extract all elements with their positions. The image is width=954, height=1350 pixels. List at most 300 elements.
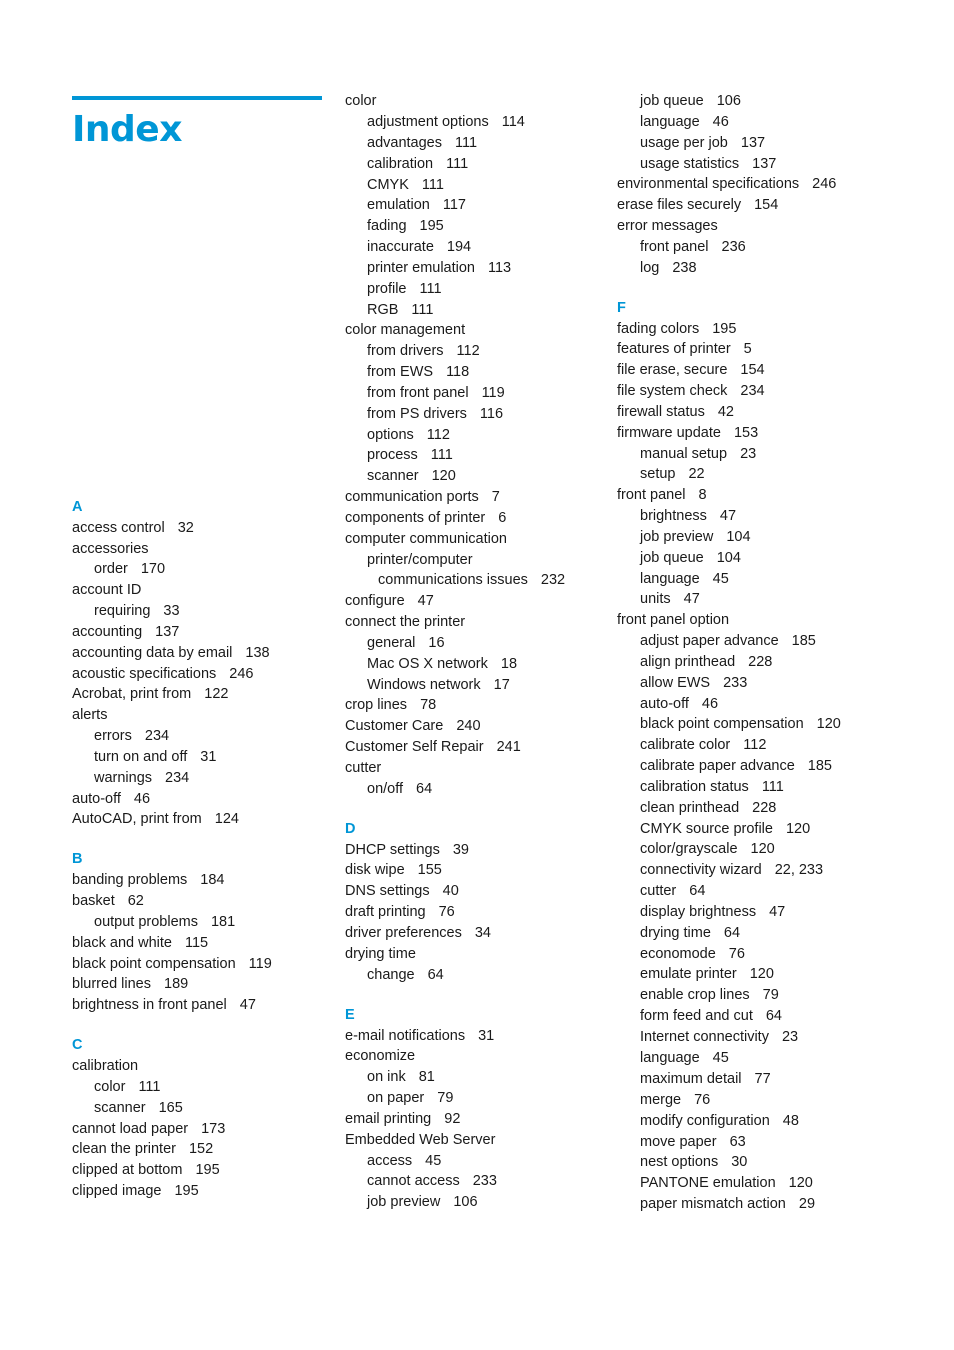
index-page-ref[interactable]: 234 [740, 383, 765, 399]
index-page-ref[interactable]: 104 [716, 550, 741, 566]
index-term: on paper [367, 1090, 425, 1106]
index-subentry [367, 779, 432, 799]
index-entry [345, 487, 500, 507]
index-entry [345, 612, 465, 632]
index-term: from PS drivers [367, 406, 467, 422]
index-page-ref[interactable]: 113 [488, 260, 512, 276]
index-term: adjust paper advance [640, 633, 779, 649]
index-page-ref[interactable]: 47 [719, 508, 737, 524]
index-term: black and white [72, 935, 172, 951]
index-page-ref[interactable]: 137 [752, 156, 777, 172]
index-page-ref[interactable]: 118 [446, 364, 470, 380]
index-letter-e: E [345, 1007, 355, 1023]
index-entry [72, 643, 270, 663]
index-term: components of printer [345, 510, 486, 526]
index-subentry [640, 1173, 813, 1193]
index-entry [345, 881, 459, 901]
index-subentry [640, 673, 747, 693]
index-entry [72, 1139, 213, 1159]
index-entry [72, 580, 141, 600]
index-term: communications issues [378, 572, 528, 588]
index-term: advantages [367, 135, 442, 151]
index-term: usage per job [640, 135, 728, 151]
index-page-ref[interactable]: 228 [748, 654, 773, 670]
index-page-ref[interactable]: 195 [174, 1183, 199, 1199]
index-page-ref[interactable]: 46 [701, 696, 719, 712]
index-page-ref[interactable]: 40 [442, 883, 459, 899]
index-page-ref[interactable]: 153 [733, 425, 759, 441]
index-letter-c: C [72, 1037, 83, 1053]
index-subentry [367, 133, 477, 153]
index-subentry [367, 404, 503, 424]
index-entry [72, 705, 107, 725]
index-page-ref[interactable]: 120 [788, 1175, 813, 1191]
index-term: printer/computer [367, 552, 473, 568]
index-page-ref[interactable]: 122 [204, 686, 229, 702]
index-subentry [367, 633, 445, 653]
index-page-ref[interactable]: 137 [740, 135, 766, 151]
index-page-ref[interactable]: 112 [456, 343, 480, 359]
index-term: black point compensation [72, 956, 236, 972]
index-term: cannot load paper [72, 1121, 189, 1137]
index-subentry [94, 1077, 160, 1097]
index-page-ref[interactable]: 48 [782, 1113, 799, 1129]
index-page-ref[interactable]: 111 [446, 156, 469, 172]
index-entry [72, 789, 150, 809]
index-subentry [640, 154, 776, 174]
index-page-ref[interactable]: 170 [140, 561, 166, 577]
index-term: calibration [367, 156, 434, 172]
index-page-ref[interactable]: 114 [501, 114, 525, 130]
index-page-ref[interactable]: 81 [418, 1069, 435, 1085]
index-subentry [367, 383, 505, 403]
index-entry [72, 933, 208, 953]
index-term: accounting data by email [72, 645, 233, 661]
index-page-ref[interactable]: 32 [177, 520, 194, 536]
index-page-ref[interactable]: 137 [155, 624, 180, 640]
index-page-ref[interactable]: 64 [723, 925, 741, 941]
index-page-ref[interactable]: 185 [791, 633, 816, 649]
index-entry [345, 1026, 494, 1046]
index-page-ref[interactable]: 6 [498, 510, 507, 526]
index-page-ref[interactable]: 92 [444, 1111, 461, 1127]
index-page-ref[interactable]: 119 [481, 385, 505, 401]
index-page-ref[interactable]: 47 [239, 997, 256, 1013]
index-entry [72, 1160, 220, 1180]
index-term: warnings [94, 770, 153, 786]
index-term: fading [367, 218, 407, 234]
index-entry [617, 402, 734, 422]
index-subentry [640, 756, 832, 776]
index-term: account ID [72, 582, 142, 598]
index-term: manual setup [640, 446, 728, 462]
index-term: log [640, 260, 660, 276]
index-term: form feed and cut [640, 1008, 753, 1024]
index-entry [72, 1181, 199, 1201]
index-page-ref[interactable]: 63 [729, 1134, 746, 1150]
index-entry [72, 809, 239, 829]
index-entry [617, 381, 765, 401]
index-term: from drivers [367, 343, 444, 359]
index-subentry [367, 175, 444, 195]
index-entry [617, 195, 778, 215]
index-term: cannot access [367, 1173, 460, 1189]
index-subentry [640, 258, 697, 278]
index-term: blurred lines [72, 976, 151, 992]
index-page-ref[interactable]: 22 [688, 466, 705, 482]
index-page-ref[interactable]: 120 [749, 966, 774, 982]
index-page-ref[interactable]: 45 [712, 1050, 729, 1066]
index-page-ref[interactable]: 120 [816, 716, 841, 732]
index-page-ref[interactable]: 111 [419, 281, 442, 297]
index-page-ref[interactable]: 46 [133, 791, 151, 807]
index-page-ref[interactable]: 124 [214, 811, 239, 827]
index-subentry [640, 1152, 747, 1172]
index-subentry [640, 923, 740, 943]
index-subentry [367, 1151, 441, 1171]
index-subentry [640, 839, 775, 859]
index-page-ref[interactable]: 111 [421, 177, 444, 193]
index-entry [72, 518, 194, 538]
index-term: brightness in front panel [72, 997, 227, 1013]
index-page-ref[interactable]: 64 [689, 883, 706, 899]
index-page-ref[interactable]: 120 [431, 468, 456, 484]
index-subentry [640, 133, 765, 153]
index-page-ref[interactable]: 45 [712, 571, 729, 587]
index-page-ref[interactable]: 77 [754, 1071, 771, 1087]
index-page-ref[interactable]: 173 [201, 1121, 226, 1137]
index-term: usage statistics [640, 156, 740, 172]
index-term: Embedded Web Server [345, 1132, 496, 1148]
index-page-ref[interactable]: 79 [437, 1090, 454, 1106]
index-subentry [367, 195, 466, 215]
index-entry [345, 923, 491, 943]
index-page-ref[interactable]: 241 [496, 739, 521, 755]
index-page-ref[interactable]: 31 [200, 749, 217, 765]
index-term: CMYK source profile [640, 821, 773, 837]
index-subentry [94, 1098, 183, 1118]
index-page-ref[interactable]: 155 [417, 862, 442, 878]
index-page-ref[interactable]: 64 [765, 1008, 782, 1024]
index-term: clean the printer [72, 1141, 176, 1157]
index-term: cutter [345, 760, 382, 776]
index-entry [617, 360, 765, 380]
index-entry [345, 91, 376, 111]
index-subentry [640, 1069, 771, 1089]
index-page-ref[interactable]: 246 [229, 666, 254, 682]
index-page-ref[interactable]: 234 [144, 728, 170, 744]
index-page-ref[interactable]: 112 [743, 737, 767, 753]
index-term: modify configuration [640, 1113, 770, 1129]
index-page-ref[interactable]: 184 [200, 872, 225, 888]
index-page-ref[interactable]: 111 [761, 779, 784, 795]
index-page-ref[interactable]: 117 [442, 197, 466, 213]
index-subentry [640, 1132, 746, 1152]
index-term: connect the printer [345, 614, 466, 630]
index-page-ref[interactable]: 18 [500, 656, 518, 672]
index-page-ref[interactable]: 62 [127, 893, 144, 909]
index-subentry [94, 601, 180, 621]
index-page-ref[interactable]: 23 [781, 1029, 799, 1045]
index-subentry [367, 362, 469, 382]
index-term: from EWS [367, 364, 434, 380]
index-page-ref[interactable]: 228 [752, 800, 777, 816]
index-term: accessories [72, 541, 149, 557]
index-page-ref[interactable]: 120 [785, 821, 811, 837]
index-term: configure [345, 593, 405, 609]
index-term: erase files securely [617, 197, 742, 213]
index-page-ref[interactable]: 119 [248, 956, 272, 972]
index-term: general [367, 635, 416, 651]
index-page-ref[interactable]: 152 [188, 1141, 214, 1157]
index-page-ref[interactable]: 181 [210, 914, 236, 930]
index-term: color/grayscale [640, 841, 738, 857]
index-page-ref[interactable]: 111 [430, 447, 453, 463]
index-entry [345, 1046, 415, 1066]
index-page-ref[interactable]: 30 [731, 1154, 748, 1170]
index-term: language [640, 114, 700, 130]
index-entry [617, 339, 752, 359]
index-subentry [640, 777, 784, 797]
index-page-ref[interactable]: 31 [478, 1028, 495, 1044]
index-page-ref[interactable]: 76 [438, 904, 455, 920]
index-page-ref[interactable]: 120 [750, 841, 775, 857]
index-subentry [640, 985, 779, 1005]
index-page-ref[interactable]: 47 [769, 904, 786, 920]
index-page-ref[interactable]: 29 [798, 1196, 816, 1212]
index-subentry [94, 747, 216, 767]
index-subentry [640, 860, 823, 880]
index-subentry [640, 881, 705, 901]
index-page-ref[interactable]: 111 [411, 302, 434, 318]
index-page-ref[interactable]: 47 [683, 591, 700, 607]
index-subentry [367, 154, 468, 174]
index-term: job queue [640, 93, 704, 109]
index-subentry [367, 654, 517, 674]
index-entry [72, 684, 228, 704]
index-entry [345, 508, 506, 528]
index-term: alerts [72, 707, 108, 723]
index-subentry [640, 569, 729, 589]
index-term: disk wipe [345, 862, 405, 878]
index-letter-f: F [617, 300, 626, 316]
index-page-ref[interactable]: 185 [807, 758, 832, 774]
index-page-ref[interactable]: 240 [456, 718, 481, 734]
index-subentry [640, 1006, 782, 1026]
index-term: output problems [94, 914, 198, 930]
index-page-ref[interactable]: 106 [716, 93, 741, 109]
index-page-ref[interactable]: 23 [740, 446, 757, 462]
index-page-ref[interactable]: 189 [164, 976, 189, 992]
index-page-ref[interactable]: 195 [195, 1162, 220, 1178]
title-rule [72, 96, 322, 100]
index-page-ref[interactable]: 5 [743, 341, 752, 357]
index-page-ref[interactable]: 233 [472, 1173, 497, 1189]
index-subsubentry [378, 570, 565, 590]
index-term: connectivity wizard [640, 862, 762, 878]
index-letter-d: D [345, 821, 356, 837]
index-page-ref[interactable]: 45 [425, 1153, 442, 1169]
index-term: environmental specifications [617, 176, 800, 192]
index-page-ref[interactable]: 115 [184, 935, 209, 951]
index-term: language [640, 1050, 700, 1066]
index-term: scanner [94, 1100, 146, 1116]
index-term: economode [640, 946, 716, 962]
index-subentry [640, 548, 741, 568]
index-page-ref[interactable]: 236 [721, 239, 746, 255]
index-page-ref[interactable]: 233 [723, 675, 748, 691]
index-term: emulation [367, 197, 430, 213]
index-page-ref[interactable]: 39 [452, 842, 469, 858]
index-page-ref[interactable]: 234 [165, 770, 190, 786]
index-subentry [367, 965, 444, 985]
index-entry [72, 891, 144, 911]
index-page-ref[interactable]: 16 [428, 635, 445, 651]
index-term: drying time [345, 946, 416, 962]
index-page-ref[interactable]: 76 [728, 946, 745, 962]
index-term: change [367, 967, 415, 983]
index-term: Customer Self Repair [345, 739, 484, 755]
index-term: Acrobat, print from [72, 686, 192, 702]
index-term: requiring [94, 603, 151, 619]
index-term: color management [345, 322, 466, 338]
index-subentry [367, 279, 442, 299]
index-page-ref[interactable]: 111 [138, 1079, 161, 1095]
index-term: black point compensation [640, 716, 804, 732]
index-term: units [640, 591, 671, 607]
index-term: acoustic specifications [72, 666, 217, 682]
index-page-ref[interactable]: 7 [491, 489, 500, 505]
index-page-ref[interactable]: 47 [417, 593, 434, 609]
index-term: access control [72, 520, 165, 536]
index-page-ref[interactable]: 195 [419, 218, 444, 234]
index-term: features of printer [617, 341, 731, 357]
index-term: inaccurate [367, 239, 434, 255]
index-term: computer communication [345, 531, 507, 547]
index-subentry [367, 341, 480, 361]
index-page-ref[interactable]: 104 [726, 529, 751, 545]
index-subentry [640, 1027, 798, 1047]
index-term: from front panel [367, 385, 469, 401]
index-page-ref[interactable]: 165 [158, 1100, 183, 1116]
index-page-ref[interactable]: 46 [712, 114, 729, 130]
index-subentry [367, 1067, 435, 1087]
index-term: merge [640, 1092, 682, 1108]
index-page-ref[interactable]: 112 [426, 427, 450, 443]
index-page-ref[interactable]: 64 [427, 967, 444, 983]
index-entry [345, 758, 381, 778]
index-subentry [640, 237, 746, 257]
index-page-ref[interactable]: 116 [479, 406, 504, 422]
index-entry [345, 591, 434, 611]
index-page-ref[interactable]: 34 [474, 925, 491, 941]
index-page-ref[interactable]: 154 [740, 362, 765, 378]
index-term: economize [345, 1048, 416, 1064]
index-term: job preview [367, 1194, 441, 1210]
index-term: emulate printer [640, 966, 737, 982]
index-page-ref[interactable]: 246 [812, 176, 837, 192]
index-term: process [367, 447, 418, 463]
index-entry [72, 954, 272, 974]
index-term: fading colors [617, 321, 700, 337]
index-entry [72, 622, 179, 642]
index-page-ref[interactable]: 64 [416, 781, 433, 797]
index-term: calibration status [640, 779, 749, 795]
index-term: AutoCAD, print from [72, 811, 202, 827]
index-term: brightness [640, 508, 707, 524]
index-page-ref[interactable]: 232 [540, 572, 566, 588]
index-page-ref[interactable]: 22, 233 [774, 862, 824, 878]
index-term: Internet connectivity [640, 1029, 769, 1045]
index-page-ref[interactable]: 238 [672, 260, 697, 276]
index-page-ref[interactable]: 111 [454, 135, 478, 151]
index-subentry [367, 445, 453, 465]
index-term: printer emulation [367, 260, 475, 276]
index-term: setup [640, 466, 676, 482]
index-term: front panel [640, 239, 709, 255]
index-page-ref[interactable]: 8 [698, 487, 707, 503]
index-entry [72, 1119, 225, 1139]
index-subentry [640, 506, 736, 526]
index-entry [345, 695, 436, 715]
index-entry [345, 860, 442, 880]
index-term: on/off [367, 781, 404, 797]
index-entry [617, 174, 836, 194]
index-subentry [640, 527, 751, 547]
index-subentry [367, 675, 510, 695]
index-term: access [367, 1153, 413, 1169]
index-page-ref[interactable]: 138 [245, 645, 270, 661]
index-term: CMYK [367, 177, 409, 193]
page-title: Index [72, 109, 182, 150]
index-entry [72, 539, 149, 559]
index-subentry [367, 1088, 453, 1108]
index-entry [617, 319, 736, 339]
index-page-ref[interactable]: 194 [446, 239, 472, 255]
index-subentry [640, 902, 785, 922]
index-page-ref[interactable]: 79 [762, 987, 779, 1003]
index-page-ref[interactable]: 154 [754, 197, 779, 213]
index-term: draft printing [345, 904, 426, 920]
index-page-ref[interactable]: 76 [694, 1092, 711, 1108]
index-subentry [94, 726, 169, 746]
index-page-ref[interactable]: 106 [453, 1194, 478, 1210]
index-page-ref[interactable]: 195 [712, 321, 737, 337]
index-term: maximum detail [640, 1071, 742, 1087]
index-subentry [640, 944, 745, 964]
index-subentry [367, 1171, 497, 1191]
index-term: language [640, 571, 700, 587]
index-subentry [640, 714, 841, 734]
index-subentry [640, 819, 810, 839]
index-page-ref[interactable]: 17 [493, 677, 510, 693]
index-page-ref[interactable]: 78 [420, 697, 437, 713]
index-subentry [640, 112, 729, 132]
index-page-ref[interactable]: 33 [163, 603, 180, 619]
index-subentry [367, 237, 471, 257]
index-term: display brightness [640, 904, 757, 920]
index-term: firmware update [617, 425, 721, 441]
index-subentry [640, 964, 774, 984]
index-term: errors [94, 728, 132, 744]
index-page-ref[interactable]: 42 [717, 404, 734, 420]
index-entry [72, 664, 253, 684]
index-entry [617, 216, 718, 236]
index-term: clean printhead [640, 800, 740, 816]
index-subentry [367, 425, 450, 445]
index-term: Mac OS X network [367, 656, 488, 672]
index-term: front panel option [617, 612, 730, 628]
